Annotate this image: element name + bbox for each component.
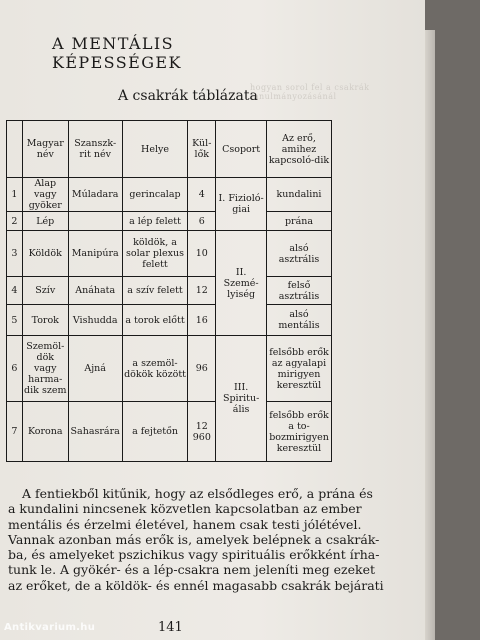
row-killok: 12 960 <box>188 402 216 462</box>
table-row <box>7 305 332 336</box>
chakra-table <box>6 120 332 462</box>
row-helye: gerincalap <box>122 178 188 212</box>
row-helye: a fejtetőn <box>122 402 188 462</box>
table-caption: A csakrák táblázata <box>118 88 258 104</box>
row-num: 2 <box>7 212 23 231</box>
body-line: az erőket, de a köldök- és ennél magasabb csakrák bejárati <box>8 577 384 593</box>
header-num <box>7 121 23 178</box>
row-num: 3 <box>7 231 23 277</box>
header-ero: Az erő, amihez kapcsoló-dik <box>267 121 332 178</box>
row-magyar: Szív <box>22 277 68 305</box>
row-helye: a szemöl-dökök között <box>122 336 188 402</box>
row-helye: a lép felett <box>122 212 188 231</box>
table-row <box>7 212 332 231</box>
row-ero: prána <box>267 212 332 231</box>
row-magyar: Alap vagy gyöker <box>22 178 68 212</box>
row-helye: a szív felett <box>122 277 188 305</box>
row-szanszkrit: Ajná <box>68 336 122 402</box>
row-killok: 4 <box>188 178 216 212</box>
row-num: 4 <box>7 277 23 305</box>
bleed-through-text: hogyan sorol fel a csakrák tanulmányozásánál <box>250 83 370 101</box>
row-num: 6 <box>7 336 23 402</box>
row-ero: felső asztrális <box>267 277 332 305</box>
book-edge <box>425 30 435 640</box>
header-szanszkrit: Szanszk-rit név <box>68 121 122 178</box>
watermark: Antikvarium.hu <box>4 622 96 633</box>
body-line: tunk le. A gyökér- és a lép-csakra nem jeleníti meg ezeket <box>8 562 376 578</box>
table-row <box>7 178 332 212</box>
body-line: mentális és érzelmi életével, hanem csak testi jólétével. <box>8 516 362 532</box>
row-killok: 96 <box>188 336 216 402</box>
page-number: 141 <box>158 620 183 635</box>
row-num: 7 <box>7 402 23 462</box>
group-cell: I. Fizioló-giai <box>216 178 267 231</box>
row-szanszkrit: Manipúra <box>68 231 122 277</box>
row-ero: kundalini <box>267 178 332 212</box>
table-row <box>7 336 332 402</box>
row-magyar: Lép <box>22 212 68 231</box>
header-csoport: Csoport <box>216 121 267 178</box>
header-killok: Kül-lők <box>188 121 216 178</box>
row-killok: 6 <box>188 212 216 231</box>
row-ero: felsőbb erők a to-bozmirigyen keresztül <box>267 402 332 462</box>
page-title: A MENTÁLIS KÉPESSÉGEK <box>52 34 182 72</box>
group-cell: III. Spiritu-ális <box>216 336 267 462</box>
header-helye: Helye <box>122 121 188 178</box>
row-szanszkrit: Vishudda <box>68 305 122 336</box>
row-magyar: Torok <box>22 305 68 336</box>
table-row <box>7 402 332 462</box>
row-num: 1 <box>7 178 23 212</box>
row-magyar: Korona <box>22 402 68 462</box>
body-line: A fentiekből kitűnik, hogy az elsődleges erő, a prána és <box>22 486 373 501</box>
row-killok: 16 <box>188 305 216 336</box>
row-szanszkrit: Sahasrára <box>68 402 122 462</box>
row-ero: alsó mentális <box>267 305 332 336</box>
row-killok: 10 <box>188 231 216 277</box>
group-cell: II. Szemé-lyiség <box>216 231 267 336</box>
row-ero: alsó asztrális <box>267 231 332 277</box>
body-line: ba, és amelyeket pszichikus vagy spirituális erőkként írha- <box>8 547 380 563</box>
row-helye: köldök, a solar plexus felett <box>122 231 188 277</box>
row-magyar: Köldök <box>22 231 68 277</box>
row-num: 5 <box>7 305 23 336</box>
row-helye: a torok előtt <box>122 305 188 336</box>
row-szanszkrit <box>68 212 122 231</box>
table-header-row <box>7 121 332 178</box>
header-magyar: Magyar név <box>22 121 68 178</box>
row-ero: felsőbb erők az agyalapi mirigyen keresztül <box>267 336 332 402</box>
body-text <box>8 486 408 593</box>
row-magyar: Szemöl-dök vagy harma-dik szem <box>22 336 68 402</box>
body-line: a kundalini nincsenek közvetlen kapcsolatban az ember <box>8 501 362 517</box>
row-szanszkrit: Múladara <box>68 178 122 212</box>
row-killok: 12 <box>188 277 216 305</box>
table-row <box>7 231 332 277</box>
row-szanszkrit: Anáhata <box>68 277 122 305</box>
table-row <box>7 277 332 305</box>
body-line: Vannak azonban más erők is, amelyek belépnek a csakrák- <box>8 531 380 547</box>
